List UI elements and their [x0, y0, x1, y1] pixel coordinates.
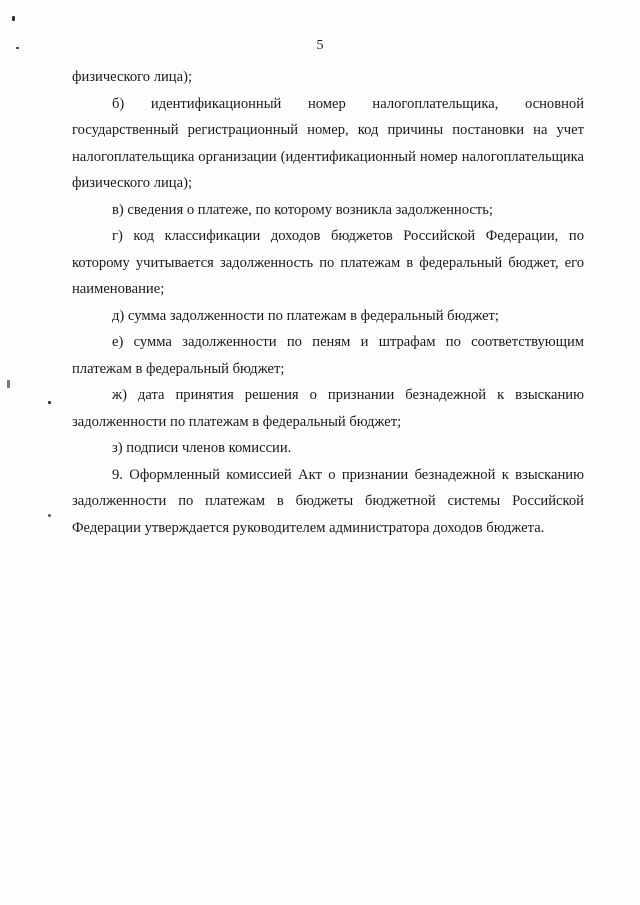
paragraph-item-d: д) сумма задолженности по платежам в федеральный бюджет; [112, 307, 499, 324]
paragraph-item-e: е) сумма задолженности по пеням и штрафам по соответствующим платежам в федеральный бюджет; [72, 334, 584, 377]
paragraph-continuation: физического лица); [72, 69, 193, 85]
scan-speck [48, 514, 51, 517]
scan-speck [12, 16, 15, 21]
paragraph-point-9: 9. Оформленный комиссией Акт о признании безнадежной к взысканию задолженности по платежам в бюджеты бюджетной системы Российской Федерации утверждается руководителем администратора доходов бюджета. [72, 466, 584, 536]
paragraph-item-b: б) идентификационный номер налогоплательщика, основной государственный регистрационный номер, код причины постановки на учет налогоплательщика организации (идентификационный номер налогоплательщика физического лица); [72, 95, 584, 191]
paragraph-item-v: в) сведения о платеже, по которому возникла задолженность; [112, 201, 493, 218]
document-body [72, 64, 584, 541]
paragraph-item-zh: ж) дата принятия решения о признании безнадежной к взысканию задолженности по платежам в федеральный бюджет; [72, 387, 584, 430]
scan-speck [48, 401, 51, 404]
page-number: 5 [316, 38, 324, 53]
scan-speck [7, 380, 10, 388]
paragraph-item-z: з) подписи членов комиссии. [112, 440, 292, 456]
paragraph-item-g: г) код классификации доходов бюджетов Российской Федерации, по которому учитывается задолженность по платежам в федеральный бюджет, его наименование; [72, 228, 584, 297]
